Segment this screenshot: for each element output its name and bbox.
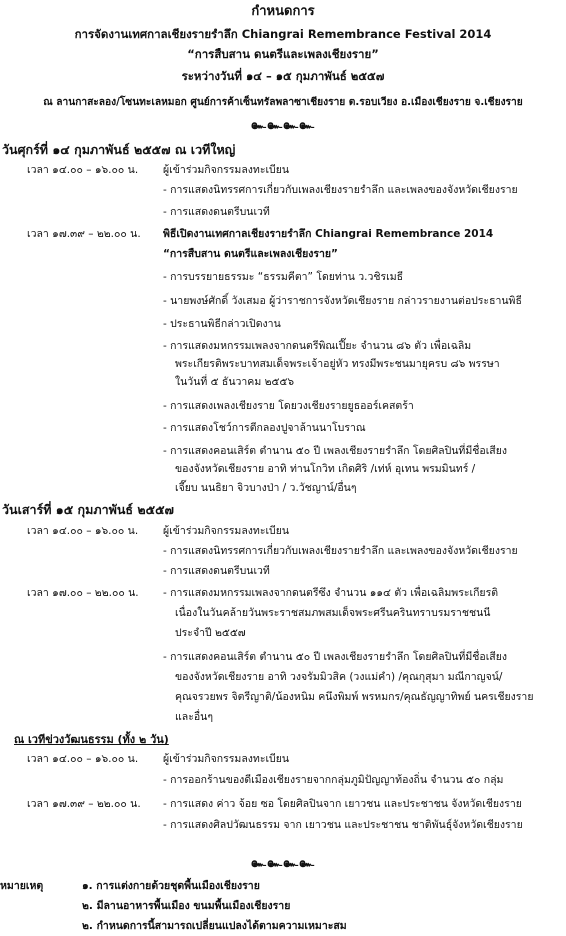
list-item-continued: ในวันที่ ๕ ธันวาคม ๒๕๕๖ [175, 376, 295, 388]
list-item-continued: ของจังหวัดเชียงราย อาทิ ท่านโกวิท เกิดศิริ /เท่ห์ อุเทน พรมมินทร์ / [175, 463, 476, 475]
list-item: - การแสดงนิทรรศการเกี่ยวกับเพลงเชียงรายรำลึก และเพลงของจังหวัดเชียงราย [163, 184, 518, 196]
list-item: - การแสดงศิลปวัฒนธรรม จาก เยาวชน และประชาชน ชาติพันธุ์จังหวัดเชียงราย [163, 819, 523, 831]
list-item: - ประธานพิธีกล่าวเปิดงาน [163, 318, 281, 330]
day1-slot1-time: เวลา ๑๔.๐๐ – ๑๖.๐๐ น. [27, 164, 139, 176]
list-item-continued: เจี๊ยบ นนธิยา จิวบางป่า / ว.วัชญาน์/อื่นๆ [175, 482, 357, 494]
day1-heading: วันศุกร์ที่ ๑๔ กุมภาพันธ์ ๒๕๕๗ ณ เวทีใหญ่ [2, 142, 236, 157]
list-item-continued: พระเกียรติพระบาทสมเด็จพระเจ้าอยู่หัว ทรงมีพระชนมายุครบ ๘๖ พรรษา [175, 358, 500, 370]
list-item: - การบรรยายธรรมะ “ธรรมคีตา” โดยท่าน ว.วชิรเมธี [163, 271, 404, 283]
day1-slot2-title: พิธีเปิดงานเทศกาลเชียงรายรำลึก Chiangrai Remembrance 2014 [163, 228, 494, 240]
list-item: - การออกร้านของดีเมืองเชียงรายจากกลุ่มภูมิปัญญาท้องถิ่น จำนวน ๕๐ กลุ่ม [163, 774, 504, 786]
list-item: - การแสดงมหกรรมเพลงจากดนตรีซึง จำนวน ๑๑๔ ตัว เพื่อเฉลิมพระเกียรติ [163, 587, 499, 599]
day2-heading: วันเสาร์ที่ ๑๕ กุมภาพันธ์ ๒๕๕๗ [2, 502, 174, 517]
day2-slot1-time: เวลา ๑๔.๐๐ – ๑๖.๐๐ น. [27, 525, 139, 537]
list-item: - การแสดงคอนเสิร์ต ตำนาน ๕๐ ปี เพลงเชียงรายรำลึก โดยศิลปินที่มีชื่อเสียง [163, 445, 507, 457]
list-item: - การแสดงโชว์การตีกลองปูจาล้านนาโบราณ [163, 422, 366, 434]
document-title: กำหนดการ [251, 4, 315, 19]
note-item: ๒. กำหนดการนี้สามารถเปลี่ยนแปลงได้ตามความเหมาะสม [82, 920, 347, 932]
event-theme: “การสืบสาน ดนตรีและเพลงเชียงราย” [187, 47, 379, 61]
day1-slot2-subtitle: “การสืบสาน ดนตรีและเพลงเชียงราย” [163, 248, 338, 260]
culture-slot1-title: ผู้เข้าร่วมกิจกรรมลงทะเบียน [163, 753, 290, 765]
event-dates: ระหว่างวันที่ ๑๔ – ๑๕ กุมภาพันธ์ ๒๕๕๗ [181, 69, 385, 83]
list-item: - การแสดงดนตรีบนเวที [163, 565, 270, 577]
list-item-continued: เนื่องในวันคล้ายวันพระราชสมภพสมเด็จพระศรีนครินทราบรมราชชนนี [175, 607, 491, 619]
day2-slot1-title: ผู้เข้าร่วมกิจกรรมลงทะเบียน [163, 525, 290, 537]
note-item: ๑. การแต่งกายด้วยชุดพื้นเมืองเชียงราย [82, 880, 260, 892]
list-item: - การแสดง ค่าว จ้อย ซอ โดยศิลปินจาก เยาวชน และประชาชน จังหวัดเชียงราย [163, 798, 522, 810]
list-item: - การแสดงคอนเสิร์ต ตำนาน ๕๐ ปี เพลงเชียงรายรำลึก โดยศิลปินที่มีชื่อเสียง [163, 651, 507, 663]
ornament-bottom: ๛๛๛๛ [250, 856, 316, 871]
day2-slot2-time: เวลา ๑๗.๐๐ – ๒๒.๐๐ น. [27, 587, 139, 599]
culture-slot1-time: เวลา ๑๔.๐๐ – ๑๖.๐๐ น. [27, 753, 139, 765]
day1-slot2-time: เวลา ๑๗.๓๙ – ๒๒.๐๐ น. [27, 228, 141, 240]
list-item: - นายพงษ์ศักดิ์ วังเสมอ ผู้ว่าราชการจังหวัดเชียงราย กล่าวรายงานต่อประธานพิธี [163, 295, 522, 307]
culture-slot2-time: เวลา ๑๗.๓๙ – ๒๒.๐๐ น. [27, 798, 141, 810]
note-label: หมายเหตุ [0, 880, 44, 892]
list-item: - การแสดงนิทรรศการเกี่ยวกับเพลงเชียงรายรำลึก และเพลงของจังหวัดเชียงราย [163, 545, 518, 557]
list-item-continued: และอื่นๆ [175, 711, 213, 723]
note-item: ๒. มีลานอาหารพื้นเมือง ขนมพื้นเมืองเชียงราย [82, 900, 291, 912]
list-item: - การแสดงเพลงเชียงราย โดยวงเชียงรายยูธออร์เคสตร้า [163, 400, 414, 412]
list-item-continued: ของจังหวัดเชียงราย อาทิ วงจรัมมิวสิค (วงแม่คำ) /คุณกุสุมา มณีกาญจน์/ [175, 671, 503, 683]
culture-heading: ณ เวทีข่วงวัฒนธรรม (ทั้ง ๒ วัน) [14, 733, 169, 746]
list-item-continued: ประจำปี ๒๕๕๗ [175, 627, 246, 639]
list-item: - การแสดงมหกรรมเพลงจากดนตรีพิณเปี๊ยะ จำนวน ๘๖ ตัว เพื่อเฉลิม [163, 340, 472, 352]
list-item-continued: คุณจรวยพร จิตรีญาติ/น้องหนิม คนึงพิมพ์ พรหมกร/คุณธัญญาทิพย์ นครเชียงราย [175, 691, 534, 703]
list-item: - การแสดงดนตรีบนเวที [163, 206, 270, 218]
ornament-top: ๛๛๛๛ [250, 118, 316, 133]
day1-slot1-title: ผู้เข้าร่วมกิจกรรมลงทะเบียน [163, 164, 290, 176]
event-title: การจัดงานเทศกาลเชียงรายรำลึก Chiangrai Remembrance Festival 2014 [74, 27, 492, 41]
event-venue: ณ ลานกาสะลอง/โซนทะเลหมอก ศูนย์การค้าเซ็นทรัลพลาซาเชียงราย ต.รอบเวียง อ.เมืองเชียงราย จ.เชียงราย [43, 97, 523, 108]
